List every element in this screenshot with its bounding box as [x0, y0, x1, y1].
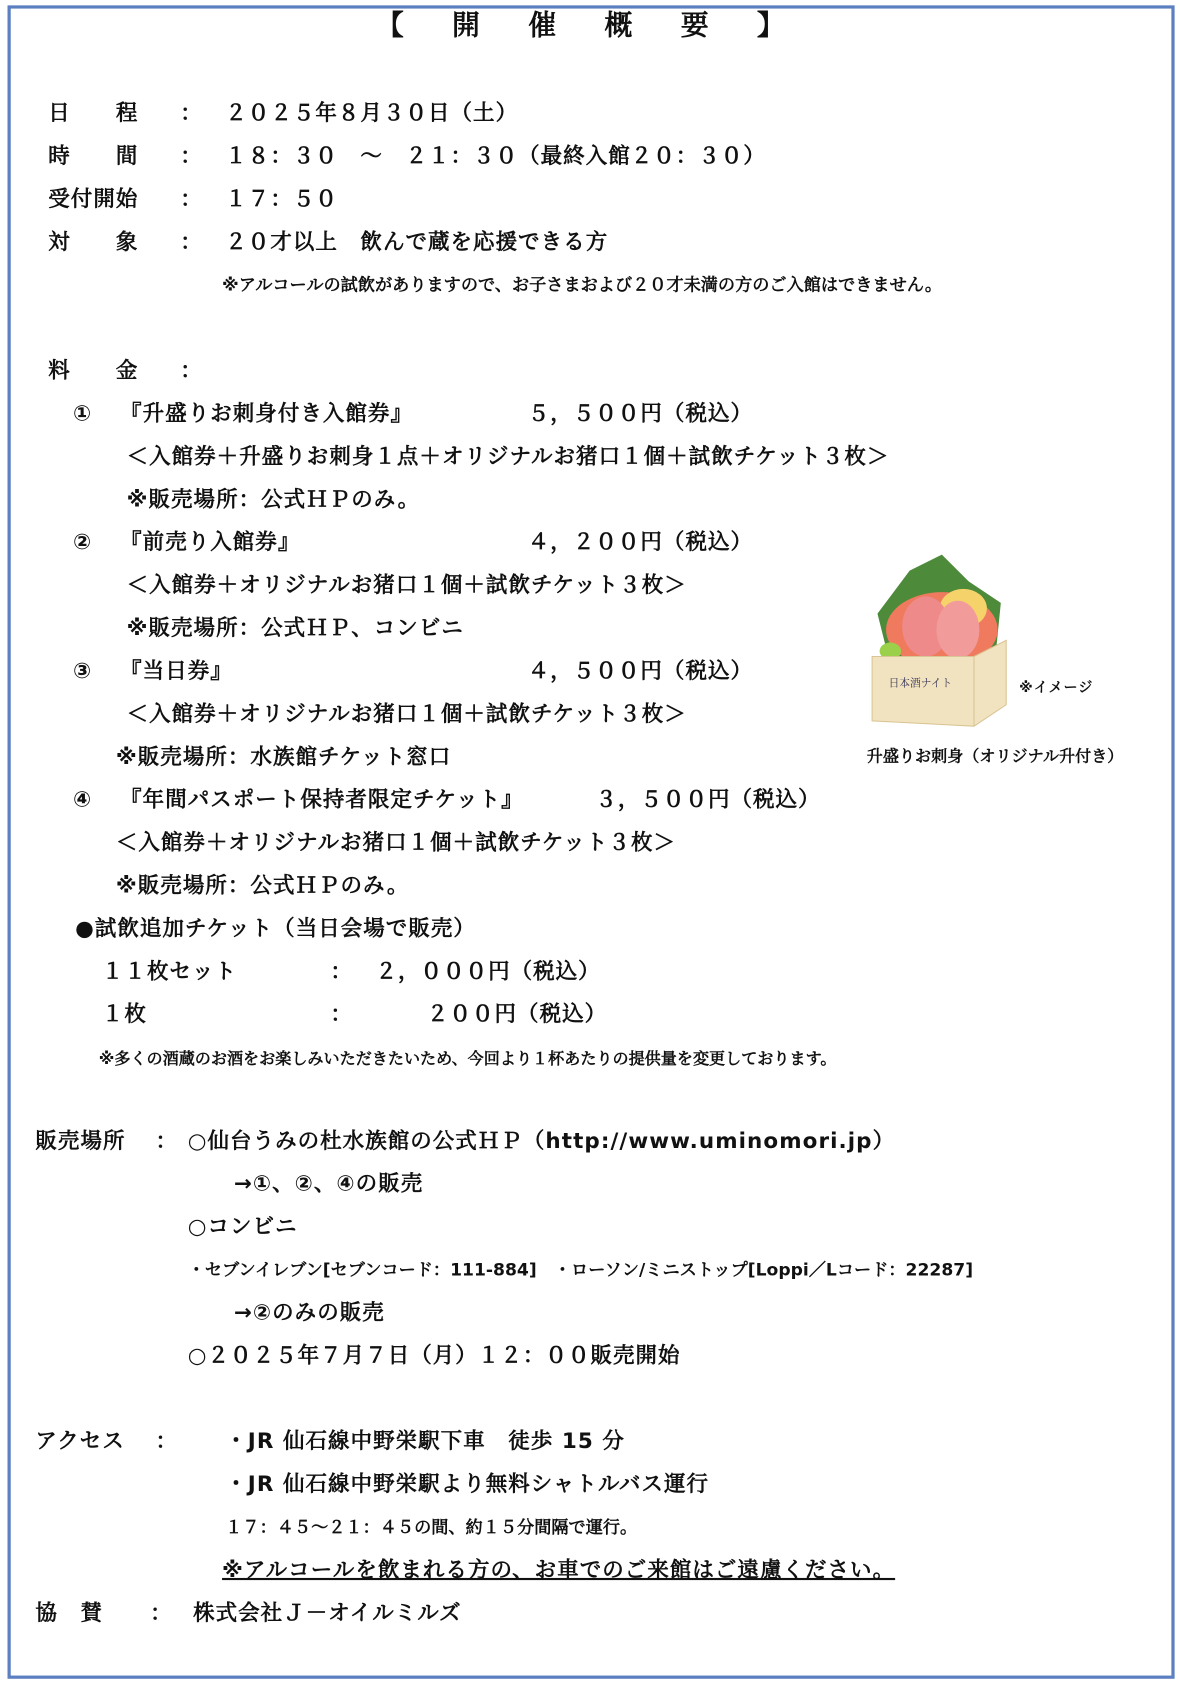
sponsor-label: 協 賛: [35, 1599, 103, 1626]
ticket-name: 『前売り入館券』: [120, 528, 301, 555]
sales-label: 販売場所: [35, 1127, 126, 1154]
row-colon: ：: [180, 228, 203, 255]
row-label: 対 象: [48, 228, 139, 255]
ticket-number: ①: [72, 400, 93, 426]
sales-cvs-note: →②のみの販売: [233, 1299, 385, 1325]
extra-note: ※多くの酒蔵のお酒をお楽しみいただきたいため、今回より１杯あたりの提供量を変更しております。: [98, 1049, 837, 1069]
ticket-price: ３，５００円（税込）: [595, 786, 821, 813]
row-colon: ：: [180, 142, 203, 169]
ticket-sales-place: ※販売場所：公式ＨＰ、コンビニ: [126, 614, 464, 641]
ticket-number: ④: [72, 786, 93, 813]
masu-box-text: 日本酒ナイト: [888, 676, 953, 690]
ticket-number: ②: [72, 528, 93, 555]
ticket-sales-place: ※販売場所：水族館チケット窓口: [115, 743, 452, 770]
row-value: １７：５０: [225, 185, 338, 212]
fee-label: 料 金: [48, 357, 139, 383]
extra-ticket-heading: ●試飲追加チケット（当日会場で販売）: [75, 915, 476, 941]
extra-item-price: ２，０００円（税込）: [375, 957, 601, 984]
access-line: ・JR 仙石線中野栄駅下車 徒歩 15 分: [225, 1427, 625, 1454]
ticket-sales-place: ※販売場所：公式ＨＰのみ。: [115, 872, 410, 898]
ticket-sales-place: ※販売場所：公式ＨＰのみ。: [126, 485, 421, 512]
access-line: １７：４５～２１：４５の間、約１５分間隔で運行。: [225, 1516, 638, 1538]
ticket-number: ③: [72, 657, 93, 684]
row-label: 受付開始: [48, 185, 139, 212]
row-value: ２０才以上 飲んで蔵を応援できる方: [225, 228, 609, 255]
row-value: ２０２５年８月３０日（土）: [225, 99, 519, 126]
ticket-price: ４，２００円（税込）: [527, 528, 754, 555]
ticket-content: ＜入館券＋オリジナルお猪口１個＋試飲チケット３枚＞: [126, 700, 687, 727]
document-title: 【 開 催 概 要 】: [375, 9, 805, 42]
row-colon: ：: [180, 99, 203, 126]
extra-item-colon: ：: [330, 957, 353, 984]
image-caption: 升盛りお刺身（オリジナル升付き）: [866, 746, 1124, 766]
sales-colon: ：: [155, 1127, 179, 1154]
sales-hp-note: →①、②、④の販売: [233, 1170, 424, 1197]
extra-item-name: １１枚セット: [101, 957, 238, 984]
access-label: アクセス: [35, 1427, 125, 1454]
masu-sashimi-photo: [867, 549, 1011, 727]
sales-cvs: ○コンビニ: [187, 1213, 298, 1239]
extra-item-name: １枚: [101, 1000, 147, 1027]
sales-cvs-detail: ・セブンイレブン[セブンコード：111-884] ・ローソン/ミニストップ[Loppi／Lコード：22287]: [187, 1259, 974, 1280]
ticket-name: 『年間パスポート保持者限定チケット』: [120, 786, 524, 813]
ticket-name: 『升盛りお刺身付き入館券』: [120, 400, 413, 426]
sponsor-value: 株式会社Ｊ－オイルミルズ: [193, 1599, 462, 1626]
row-label: 時 間: [48, 142, 139, 169]
image-note: ※イメージ: [1019, 680, 1094, 697]
age-note: ※アルコールの試飲がありますので、お子さまおよび２０才未満の方のご入館はできません。: [222, 274, 943, 295]
sales-hp: ○仙台うみの杜水族館の公式ＨＰ（http://www.uminomori.jp）: [187, 1127, 896, 1154]
access-line: ・JR 仙石線中野栄駅より無料シャトルバス運行: [225, 1470, 710, 1497]
sales-start: ○２０２５年７月７日（月）１２：００販売開始: [187, 1341, 681, 1368]
extra-item-price: ２００円（税込）: [426, 1000, 608, 1027]
row-label: 日 程: [48, 99, 139, 126]
sponsor-colon: ：: [150, 1599, 173, 1626]
ticket-price: ５，５００円（税込）: [527, 400, 754, 426]
ticket-content: ＜入館券＋オリジナルお猪口１個＋試飲チケット３枚＞: [115, 829, 677, 855]
row-value: １８：３０ ～ ２１：３０（最終入館２０：３０）: [225, 142, 766, 169]
access-warning: ※アルコールを飲まれる方の、お車でのご来館はご遠慮ください。: [222, 1556, 896, 1583]
access-colon: ：: [155, 1427, 179, 1454]
ticket-price: ４，５００円（税込）: [527, 657, 754, 684]
fee-colon: ：: [180, 357, 203, 383]
ticket-content: ＜入館券＋オリジナルお猪口１個＋試飲チケット３枚＞: [126, 571, 687, 598]
ticket-name: 『当日券』: [120, 657, 233, 684]
ticket-content: ＜入館券＋升盛りお刺身１点＋オリジナルお猪口１個＋試飲チケット３枚＞: [126, 443, 890, 469]
row-colon: ：: [180, 185, 203, 212]
extra-item-colon: ：: [330, 1000, 353, 1027]
